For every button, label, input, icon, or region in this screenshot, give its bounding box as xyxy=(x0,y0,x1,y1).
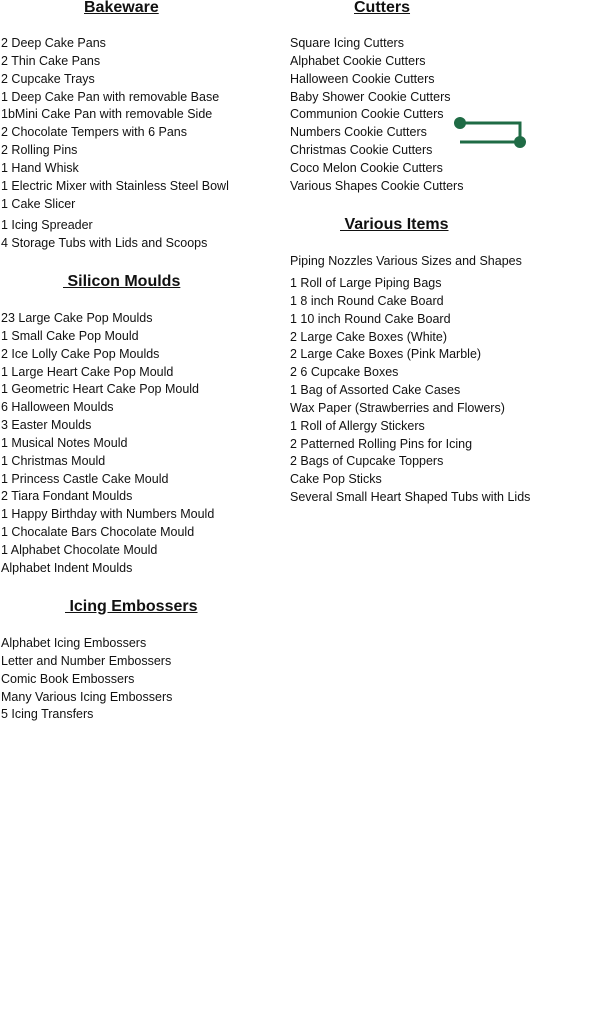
bakeware-item: 1 Cake Slicer xyxy=(1,196,76,211)
bakeware-item: 1 Hand Whisk xyxy=(1,160,79,175)
bakeware-list-continued xyxy=(1,217,207,253)
silicon-mould-item: Alphabet Indent Moulds xyxy=(1,560,133,575)
heading-bakeware: Bakeware xyxy=(84,0,159,16)
various-items-list xyxy=(290,253,522,271)
silicon-mould-item: 6 Halloween Moulds xyxy=(1,400,114,415)
various-item: Several Small Heart Shaped Tubs with Lids xyxy=(290,490,531,505)
bakeware-item: 1 Deep Cake Pan with removable Base xyxy=(1,89,220,104)
silicon-mould-item: 1 Small Cake Pop Mould xyxy=(1,328,139,343)
bakeware-item: 2 Cupcake Trays xyxy=(1,71,95,86)
various-item: 1 Bag of Assorted Cake Cases xyxy=(290,383,461,398)
connector-handle-icon[interactable] xyxy=(452,113,532,149)
silicon-mould-item: 1 Large Heart Cake Pop Mould xyxy=(1,364,174,379)
silicon-mould-item: 2 Ice Lolly Cake Pop Moulds xyxy=(1,346,160,361)
heading-icing-embossers: Icing Embossers xyxy=(65,598,198,615)
silicon-mould-item: 1 Geometric Heart Cake Pop Mould xyxy=(1,382,200,397)
various-item: Cake Pop Sticks xyxy=(290,472,382,487)
silicon-mould-item: 1 Musical Notes Mould xyxy=(1,435,128,450)
heading-various-items: Various Items xyxy=(340,216,449,233)
silicon-mould-item: 1 Princess Castle Cake Mould xyxy=(1,471,169,486)
icing-embosser-item: Letter and Number Embossers xyxy=(1,653,172,668)
cutter-item: Christmas Cookie Cutters xyxy=(290,143,433,158)
cutter-item: Various Shapes Cookie Cutters xyxy=(290,178,464,193)
various-item: 2 Patterned Rolling Pins for Icing xyxy=(290,436,473,451)
silicon-mould-item: 2 Tiara Fondant Moulds xyxy=(1,489,133,504)
various-item: 2 6 Cupcake Boxes xyxy=(290,365,399,380)
icing-embosser-item: Comic Book Embossers xyxy=(1,671,135,686)
bakeware-item: 2 Deep Cake Pans xyxy=(1,36,106,50)
various-items-list-continued xyxy=(290,275,530,507)
icing-embossers-list xyxy=(1,635,172,724)
bakeware-item: 1 Electric Mixer with Stainless Steel Bowl xyxy=(1,178,229,193)
icing-embosser-item: 5 Icing Transfers xyxy=(1,707,94,722)
cutter-item: Communion Cookie Cutters xyxy=(290,107,444,122)
cutter-item: Baby Shower Cookie Cutters xyxy=(290,89,451,104)
silicon-mould-item: 1 Chocalate Bars Chocolate Mould xyxy=(1,525,195,540)
various-item: Wax Paper (Strawberries and Flowers) xyxy=(290,400,505,415)
bakeware-item: 1bMini Cake Pan with removable Side xyxy=(1,107,213,122)
cutter-item: Numbers Cookie Cutters xyxy=(290,125,427,140)
various-item: 2 Bags of Cupcake Toppers xyxy=(290,454,444,469)
bakeware-item: 4 Storage Tubs with Lids and Scoops xyxy=(1,235,208,250)
icing-embosser-item: Alphabet Icing Embossers xyxy=(1,636,147,650)
bakeware-item: 2 Chocolate Tempers with 6 Pans xyxy=(1,125,187,140)
heading-cutters: Cutters xyxy=(354,0,411,16)
bakeware-list xyxy=(1,35,229,213)
cutters-list xyxy=(290,35,463,196)
silicon-mould-item: 1 Alphabet Chocolate Mould xyxy=(1,542,158,557)
bakeware-item: 1 Icing Spreader xyxy=(1,218,93,232)
various-item: 1 Roll of Allergy Stickers xyxy=(290,418,425,433)
silicon-mould-item: 1 Christmas Mould xyxy=(1,453,106,468)
bakeware-item: 2 Thin Cake Pans xyxy=(1,53,101,68)
cutter-item: Halloween Cookie Cutters xyxy=(290,71,435,86)
cutter-item: Square Icing Cutters xyxy=(290,36,404,50)
silicon-moulds-list xyxy=(1,310,214,578)
bakeware-item: 2 Rolling Pins xyxy=(1,143,78,158)
silicon-mould-item: 3 Easter Moulds xyxy=(1,418,92,433)
silicon-mould-item: 23 Large Cake Pop Moulds xyxy=(1,311,153,325)
icing-embosser-item: Many Various Icing Embossers xyxy=(1,689,173,704)
silicon-mould-item: 1 Happy Birthday with Numbers Mould xyxy=(1,507,215,522)
various-item: 1 Roll of Large Piping Bags xyxy=(290,276,442,290)
cutter-item: Coco Melon Cookie Cutters xyxy=(290,160,443,175)
various-item: 1 10 inch Round Cake Board xyxy=(290,311,451,326)
cutter-item: Alphabet Cookie Cutters xyxy=(290,53,426,68)
various-item: Piping Nozzles Various Sizes and Shapes xyxy=(290,254,522,268)
various-item: 2 Large Cake Boxes (Pink Marble) xyxy=(290,347,482,362)
various-item: 1 8 inch Round Cake Board xyxy=(290,293,444,308)
various-item: 2 Large Cake Boxes (White) xyxy=(290,329,448,344)
heading-silicon-moulds: Silicon Moulds xyxy=(63,273,181,290)
